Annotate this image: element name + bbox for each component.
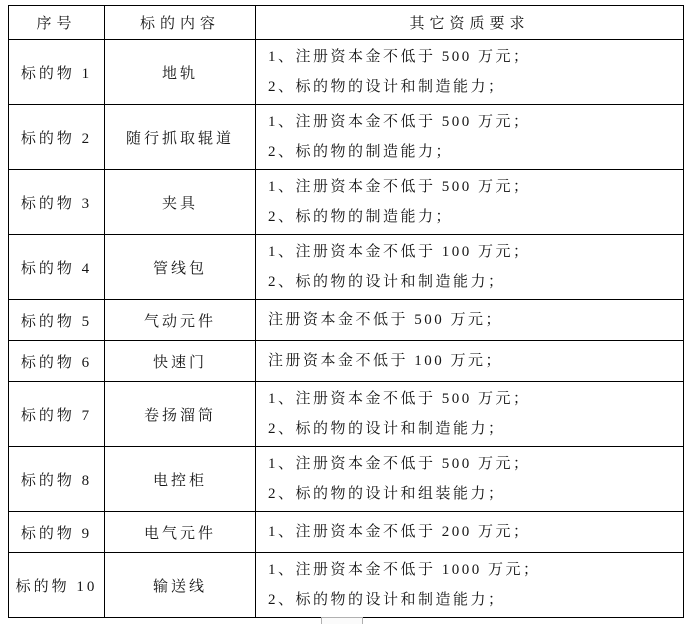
table-row xyxy=(9,447,684,512)
row-serial-number: 标的物 9 xyxy=(9,512,105,553)
row-serial-number: 标的物 10 xyxy=(9,553,105,618)
table-row xyxy=(9,382,684,447)
requirement-line: 2、标的物的设计和制造能力； xyxy=(268,421,506,437)
requirement-line: 2、标的物的制造能力； xyxy=(268,144,454,160)
table-row xyxy=(9,40,684,105)
row-subject-content: 夹具 xyxy=(105,170,256,235)
row-subject-content: 电气元件 xyxy=(105,512,256,553)
table-row xyxy=(9,170,684,235)
requirement-line: 1、注册资本金不低于 1000 万元； xyxy=(268,562,541,578)
requirement-line: 注册资本金不低于 500 万元； xyxy=(268,312,504,328)
row-serial-number: 标的物 2 xyxy=(9,105,105,170)
table-row xyxy=(9,341,684,382)
requirement-line: 1、注册资本金不低于 500 万元； xyxy=(268,179,531,195)
table-row xyxy=(9,105,684,170)
table-row xyxy=(9,300,684,341)
row-requirements xyxy=(256,300,684,341)
row-serial-number: 标的物 7 xyxy=(9,382,105,447)
requirement-line: 2、标的物的制造能力； xyxy=(268,209,454,225)
row-requirements xyxy=(256,170,684,235)
row-requirements xyxy=(256,235,684,300)
row-serial-number: 标的物 5 xyxy=(9,300,105,341)
requirement-line: 1、注册资本金不低于 100 万元； xyxy=(268,244,531,260)
requirement-line: 2、标的物的设计和制造能力； xyxy=(268,274,506,290)
requirement-line: 2、标的物的设计和组装能力； xyxy=(268,486,506,502)
requirement-line: 1、注册资本金不低于 200 万元； xyxy=(268,524,531,540)
row-subject-content: 快速门 xyxy=(105,341,256,382)
cropped-partial-box-below-table xyxy=(321,617,363,624)
row-requirements xyxy=(256,105,684,170)
header-other-qualification-requirements: 其它资质要求 xyxy=(256,6,684,40)
requirement-line: 2、标的物的设计和制造能力； xyxy=(268,592,506,608)
row-requirements xyxy=(256,447,684,512)
table-row xyxy=(9,235,684,300)
row-subject-content: 输送线 xyxy=(105,553,256,618)
row-subject-content: 卷扬溜筒 xyxy=(105,382,256,447)
row-serial-number: 标的物 4 xyxy=(9,235,105,300)
row-subject-content: 电控柜 xyxy=(105,447,256,512)
row-subject-content: 随行抓取辊道 xyxy=(105,105,256,170)
requirement-line: 1、注册资本金不低于 500 万元； xyxy=(268,391,531,407)
row-serial-number: 标的物 1 xyxy=(9,40,105,105)
requirement-line: 1、注册资本金不低于 500 万元； xyxy=(268,114,531,130)
requirement-line: 2、标的物的设计和制造能力； xyxy=(268,79,506,95)
row-requirements xyxy=(256,382,684,447)
row-serial-number: 标的物 6 xyxy=(9,341,105,382)
row-subject-content: 气动元件 xyxy=(105,300,256,341)
qualification-table-container xyxy=(8,5,684,618)
requirement-line: 1、注册资本金不低于 500 万元； xyxy=(268,456,531,472)
table-row xyxy=(9,553,684,618)
row-requirements xyxy=(256,341,684,382)
table-header-row xyxy=(9,6,684,40)
requirement-line: 1、注册资本金不低于 500 万元； xyxy=(268,49,531,65)
table-body xyxy=(9,40,684,618)
row-requirements xyxy=(256,40,684,105)
row-serial-number: 标的物 3 xyxy=(9,170,105,235)
row-serial-number: 标的物 8 xyxy=(9,447,105,512)
requirement-line: 注册资本金不低于 100 万元； xyxy=(268,353,504,369)
row-requirements xyxy=(256,512,684,553)
header-serial-number: 序号 xyxy=(9,6,105,40)
row-subject-content: 管线包 xyxy=(105,235,256,300)
row-requirements xyxy=(256,553,684,618)
table-row xyxy=(9,512,684,553)
row-subject-content: 地轨 xyxy=(105,40,256,105)
qualification-table xyxy=(8,5,684,618)
header-subject-content: 标的内容 xyxy=(105,6,256,40)
